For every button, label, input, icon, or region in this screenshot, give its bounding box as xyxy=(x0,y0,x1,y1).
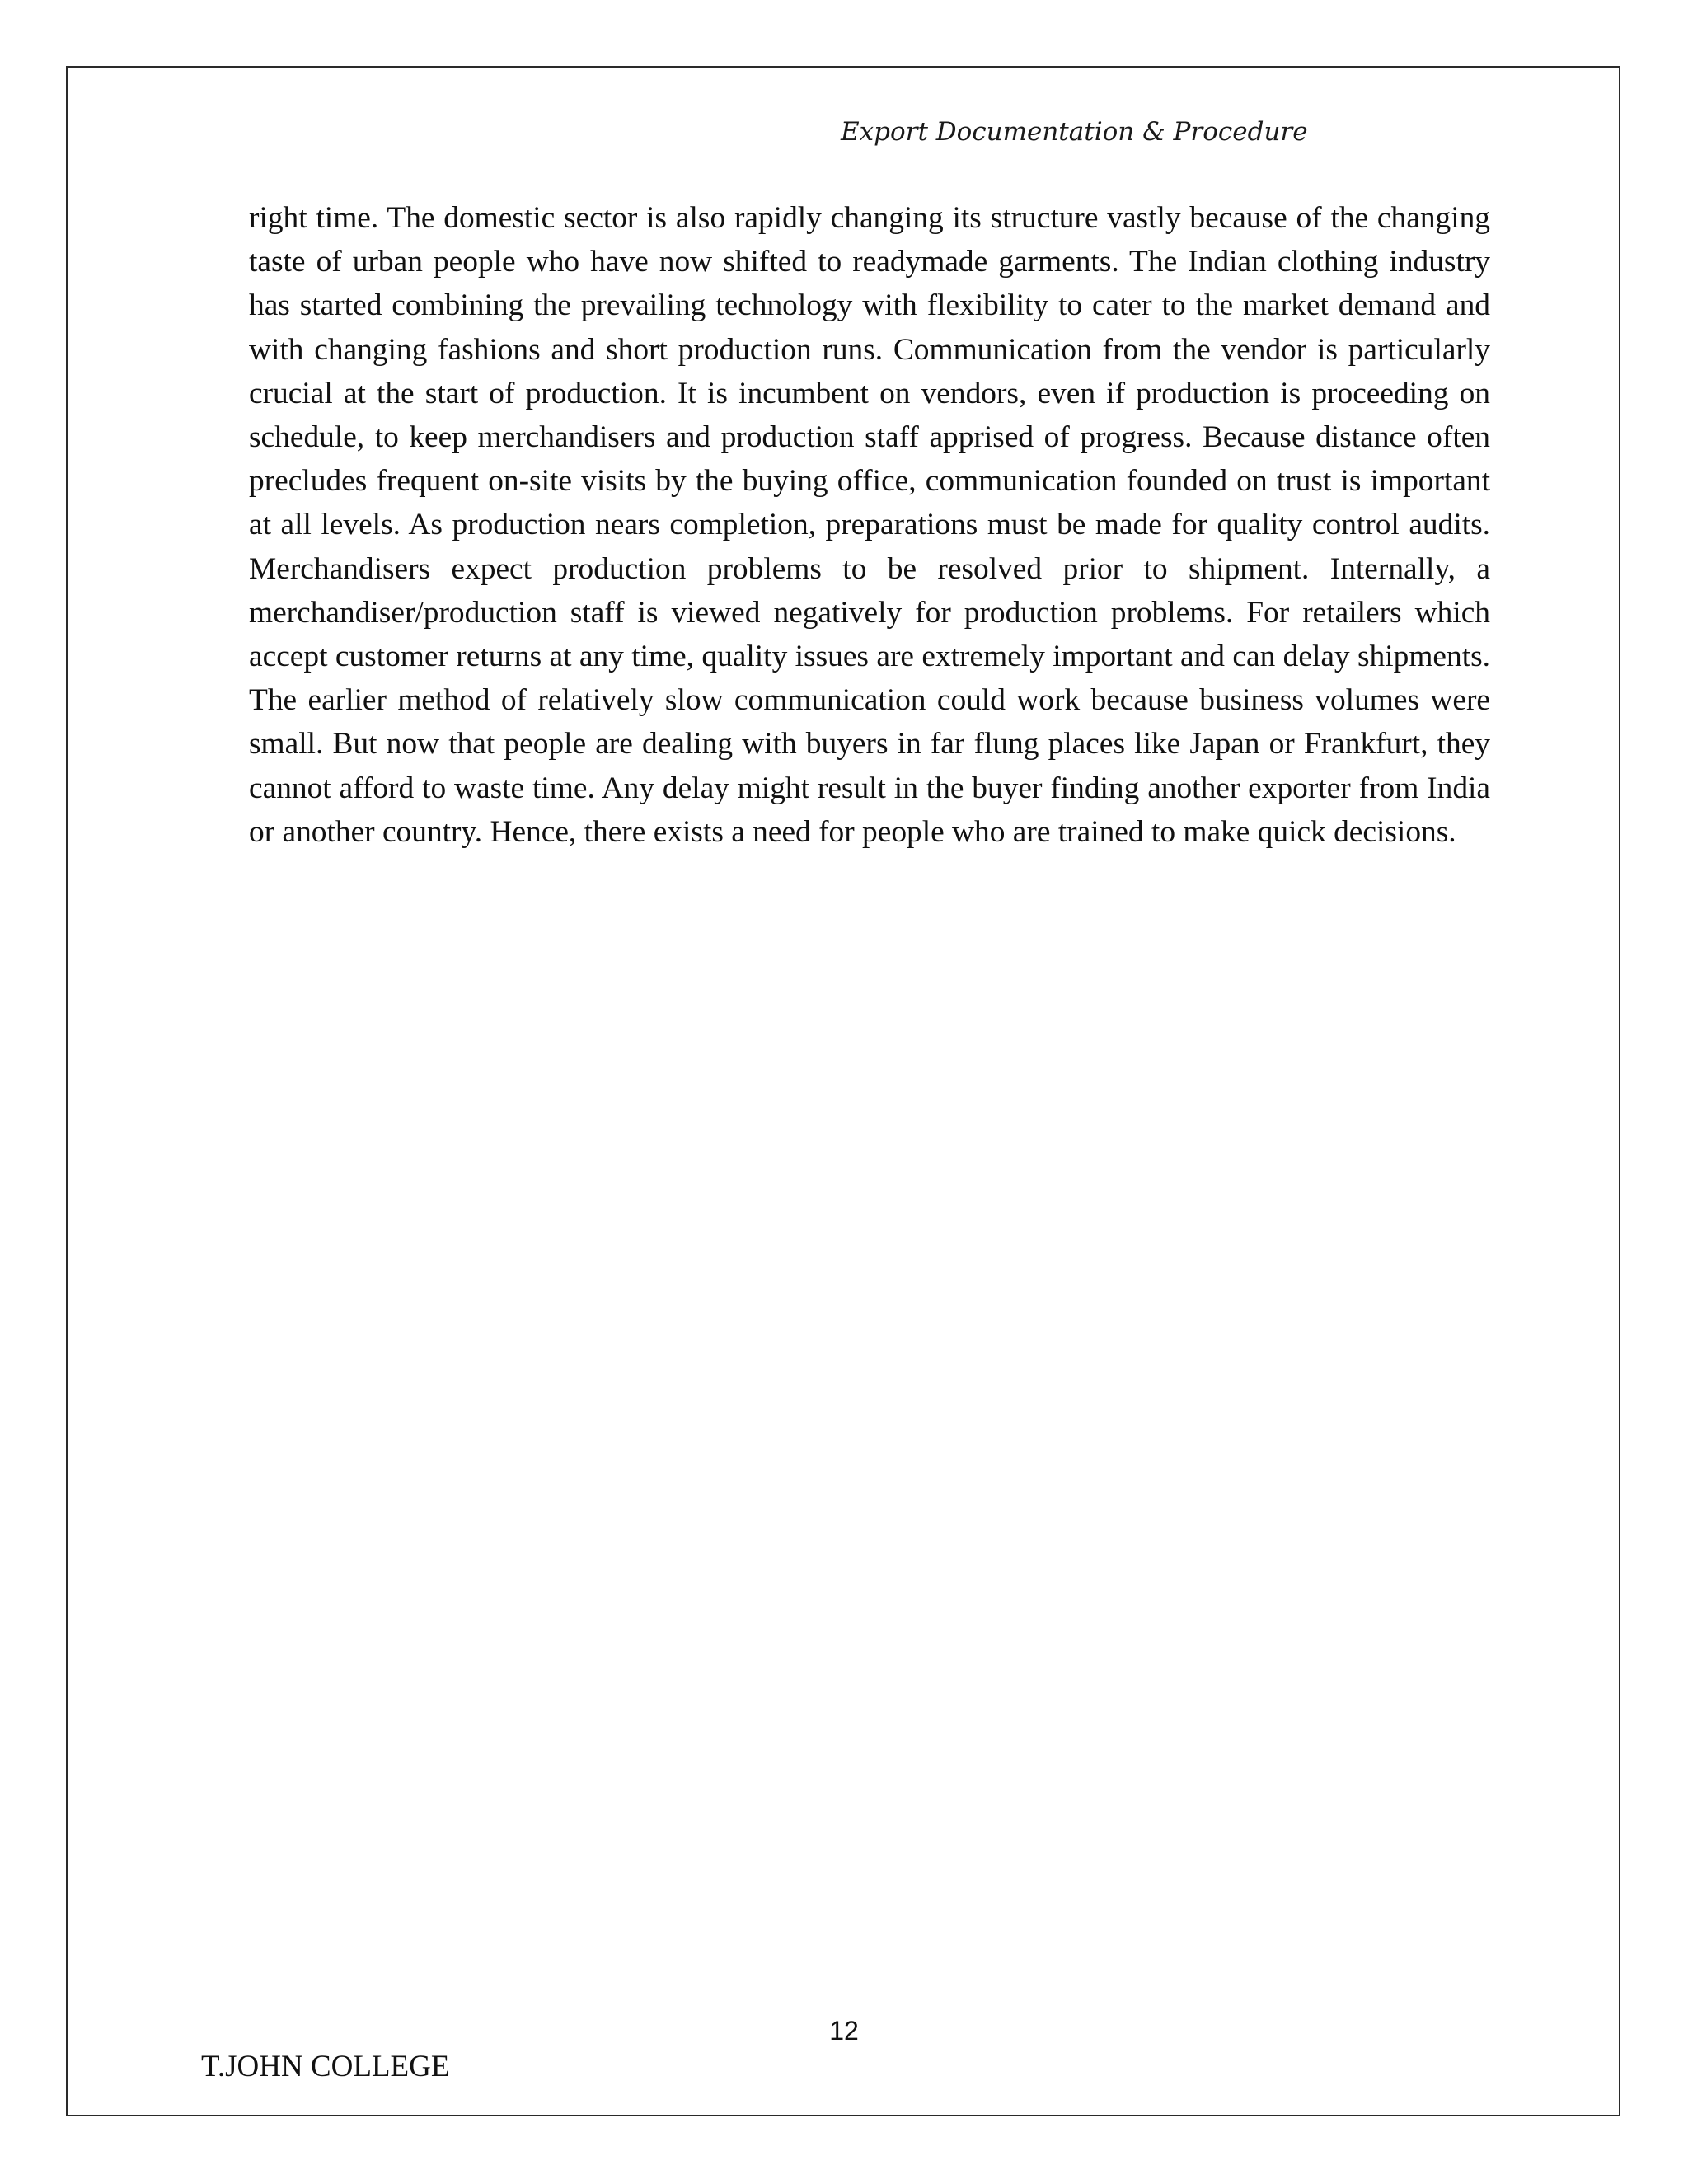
footer-institution: T.JOHN COLLEGE xyxy=(201,2050,450,2083)
body-paragraph: right time. The domestic sector is also rapidly changing its structure vastly because of the changing taste of urban people who have now shifted to readymade garments. The Indian clothing industry has started combining the prevailing technology with flexibility to cater to the market demand and with changing fashions and short production runs. Communication from the vendor is particularly crucial at the start of production. It is incumbent on vendors, even if production is proceeding on schedule, to keep merchandisers and production staff apprised of progress. Because distance often precludes frequent on-site visits by the buying office, communication founded on trust is important at all levels. As production nears completion, preparations must be made for quality control audits. Merchandisers expect production problems to be resolved prior to shipment. Internally, a merchandiser/production staff is viewed negatively for production problems. For retailers which accept customer returns at any time, quality issues are extremely important and can delay shipments. The earlier method of relatively slow communication could work because business volumes were small. But now that people are dealing with buyers in far flung places like Japan or Frankfurt, they cannot afford to waste time. Any delay might result in the buyer finding another exporter from India or another country. Hence, there exists a need for people who are trained to make quick decisions. xyxy=(249,201,1490,849)
running-header: Export Documentation & Procedure xyxy=(841,117,1308,147)
page-number: 12 xyxy=(829,2016,859,2046)
